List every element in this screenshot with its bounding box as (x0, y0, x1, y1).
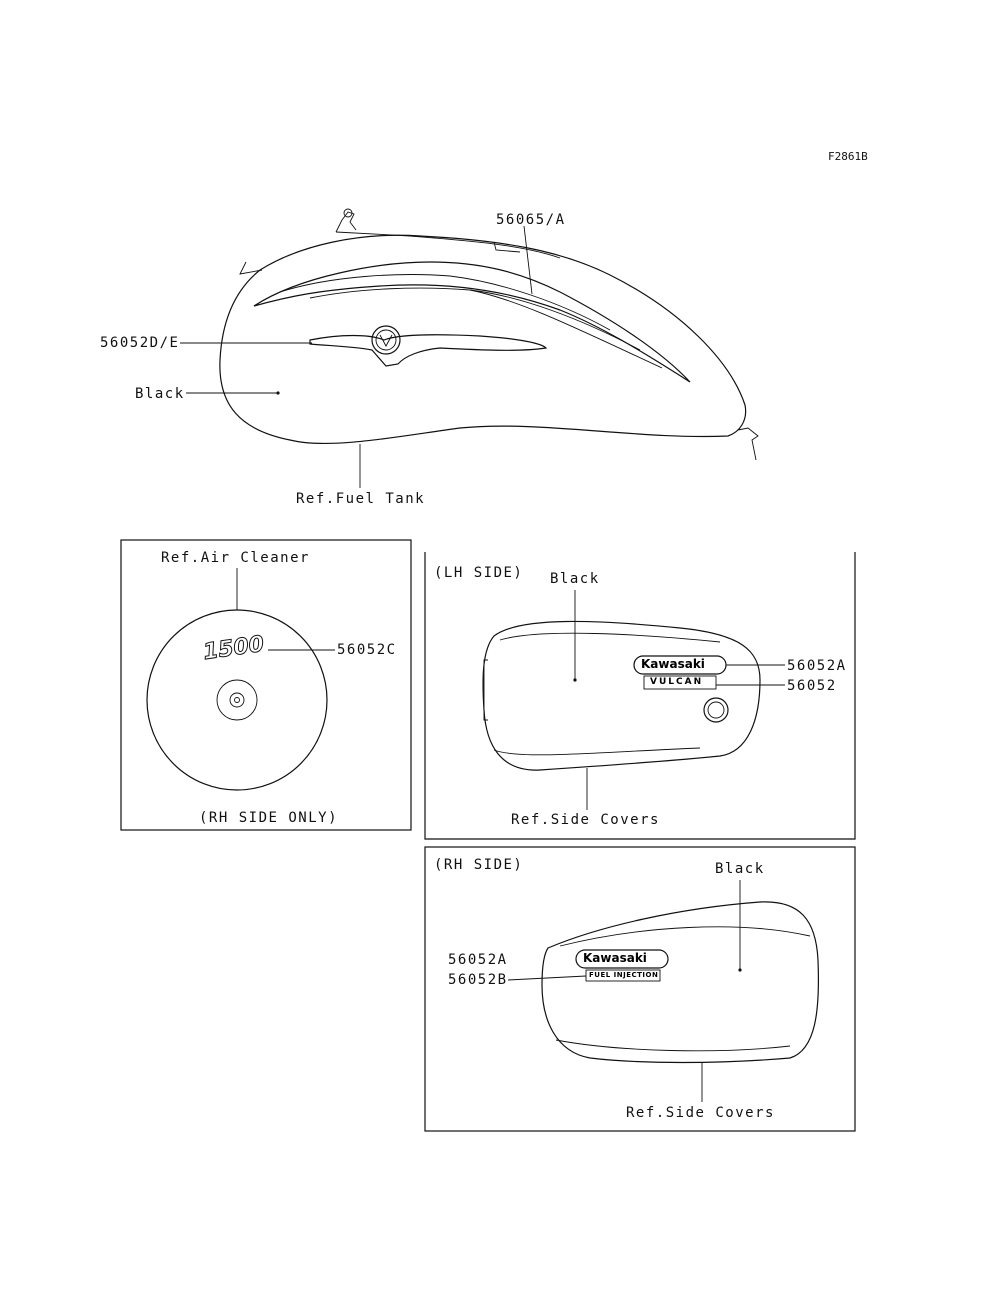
rh-logo-text: Kawasaki (583, 951, 647, 965)
lh-callout-56052a: 56052A (787, 658, 847, 674)
callout-tank-stripe: 56065/A (496, 212, 566, 228)
lh-logo-text: Kawasaki (641, 657, 705, 671)
lh-sub-text: VULCAN (650, 677, 704, 687)
lh-ref-side-covers: Ref.Side Covers (511, 812, 660, 828)
air-cleaner-1500-emblem: 1500 (201, 631, 266, 666)
callout-tank-emblem: 56052D/E (100, 335, 180, 351)
leader-rh-56052b (508, 976, 586, 980)
lh-color-label: Black (550, 571, 600, 587)
rh-sub-text: FUEL INJECTION (589, 971, 659, 979)
fuel-tank-outline (220, 209, 758, 460)
rh-color-label: Black (715, 861, 765, 877)
rh-side-heading: (RH SIDE) (434, 857, 524, 873)
lh-side-cover-outline (483, 621, 760, 770)
rh-side-frame (425, 847, 855, 1131)
rh-ref-side-covers: Ref.Side Covers (626, 1105, 775, 1121)
rh-callout-56052a: 56052A (448, 952, 508, 968)
air-cleaner-note: (RH SIDE ONLY) (199, 810, 339, 826)
rh-callout-56052b: 56052B (448, 972, 508, 988)
rh-side-cover-outline (542, 902, 818, 1063)
leader-stripe (524, 226, 532, 294)
ref-air-cleaner: Ref.Air Cleaner (161, 550, 310, 566)
lh-side-frame (425, 552, 855, 839)
lh-callout-56052: 56052 (787, 678, 837, 694)
callout-tank-color: Black (135, 386, 185, 402)
lh-side-heading: (LH SIDE) (434, 565, 524, 581)
air-cleaner-frame (121, 540, 411, 830)
tank-stripe-decal (254, 262, 690, 382)
tank-v-emblem (310, 326, 546, 366)
callout-air-cleaner: 56052C (337, 642, 397, 658)
ref-fuel-tank: Ref.Fuel Tank (296, 491, 426, 507)
figure-id: F2861B (828, 150, 868, 163)
